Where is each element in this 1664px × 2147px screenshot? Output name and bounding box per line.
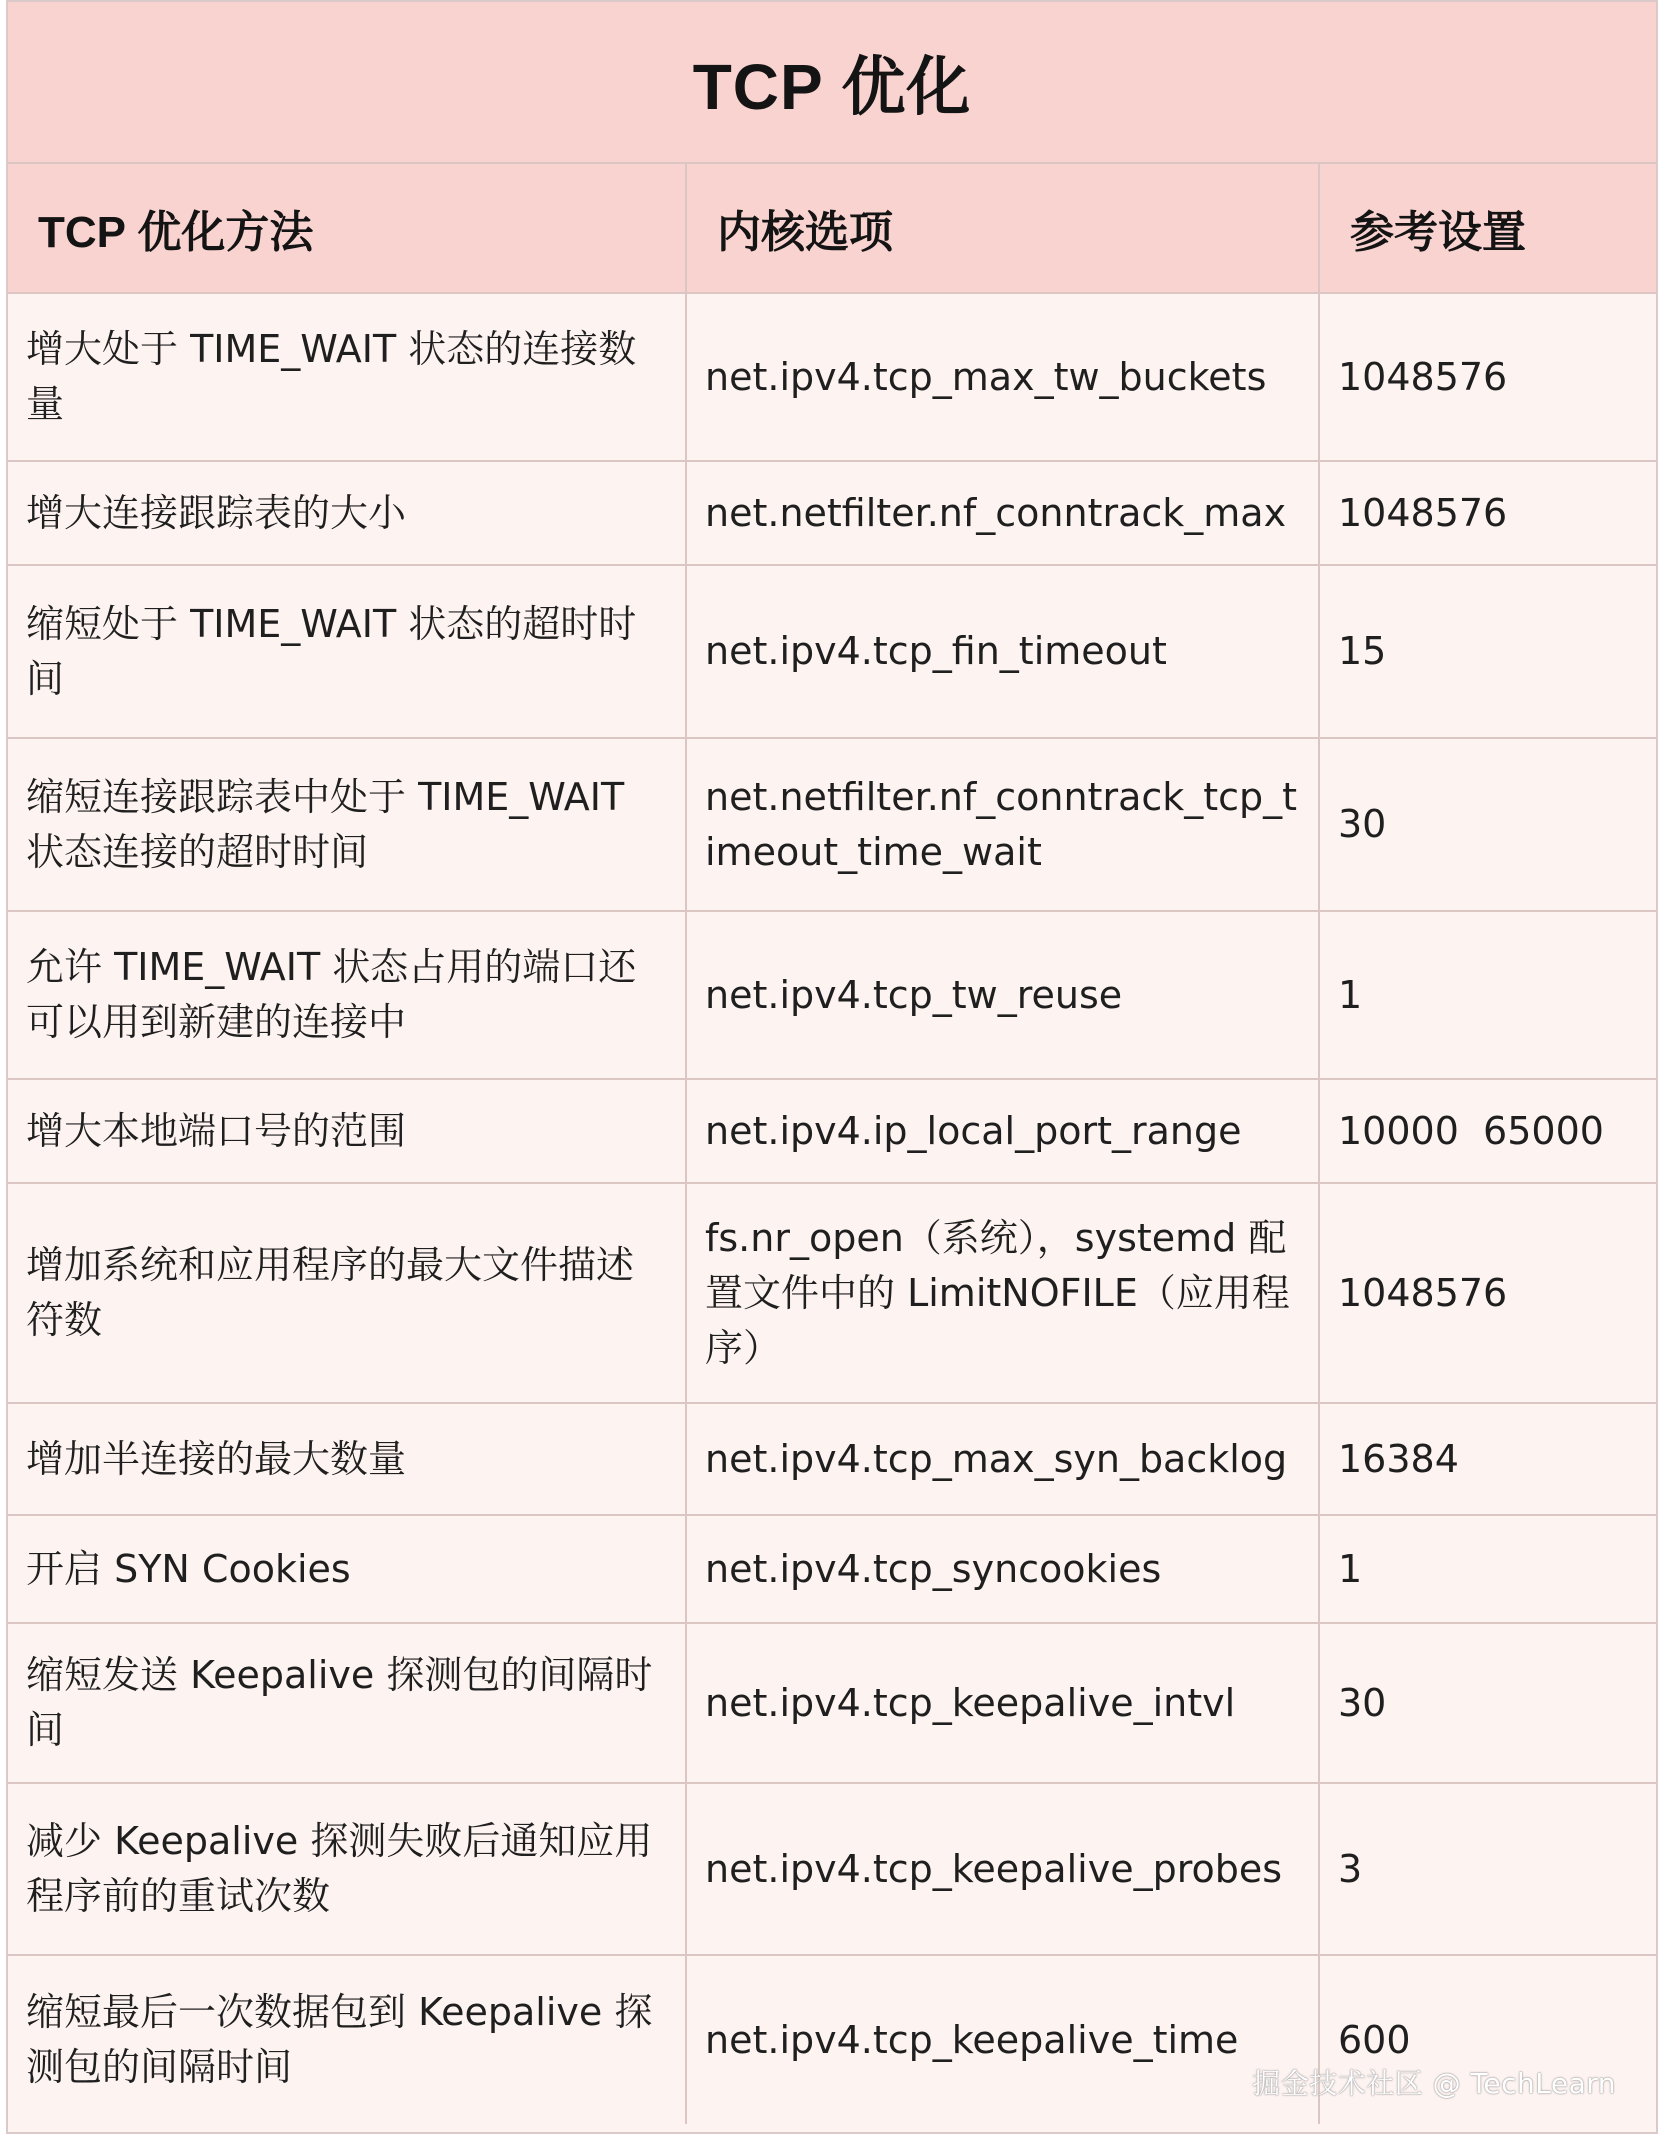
method-cell: 缩短连接跟踪表中处于 TIME_WAIT 状态连接的超时时间 [8, 738, 686, 911]
method-cell: 缩短发送 Keepalive 探测包的间隔时间 [8, 1623, 686, 1783]
method-cell: 增加系统和应用程序的最大文件描述符数 [8, 1183, 686, 1403]
table-row [8, 1403, 1656, 1515]
reference-value-cell: 600 [1338, 2017, 1411, 2062]
column-header-method: TCP 优化方法 [8, 164, 686, 293]
column-header-value: 参考设置 [1319, 164, 1656, 293]
kernel-option-cell: net.netfilter.nf_conntrack_max [686, 461, 1319, 565]
kernel-option-cell: net.ipv4.ip_local_port_range [686, 1079, 1319, 1183]
reference-value-cell: 16384 [1319, 1403, 1656, 1515]
table-row [8, 1079, 1656, 1183]
reference-value-cell: 30 [1319, 738, 1656, 911]
table-row [8, 293, 1656, 461]
table-row [8, 1783, 1656, 1955]
tcp-optimization-table [8, 164, 1656, 2124]
method-cell: 增大处于 TIME_WAIT 状态的连接数量 [8, 293, 686, 461]
reference-value-cell: 1048576 [1319, 461, 1656, 565]
kernel-option-cell: net.ipv4.tcp_tw_reuse [686, 911, 1319, 1079]
reference-value-cell: 10000 65000 [1319, 1079, 1656, 1183]
table-title-bar [8, 2, 1656, 164]
method-cell: 缩短最后一次数据包到 Keepalive 探测包的间隔时间 [8, 1955, 686, 2124]
reference-value-cell: 3 [1319, 1783, 1656, 1955]
method-cell: 允许 TIME_WAIT 状态占用的端口还可以用到新建的连接中 [8, 911, 686, 1079]
table-row [8, 1623, 1656, 1783]
method-cell: 增加半连接的最大数量 [8, 1403, 686, 1515]
reference-value-cell: 30 [1319, 1623, 1656, 1783]
method-cell: 开启 SYN Cookies [8, 1515, 686, 1623]
kernel-option-cell: net.ipv4.tcp_keepalive_probes [686, 1783, 1319, 1955]
kernel-option-cell: net.ipv4.tcp_keepalive_intvl [686, 1623, 1319, 1783]
table-row [8, 1515, 1656, 1623]
method-cell: 增大连接跟踪表的大小 [8, 461, 686, 565]
reference-value-cell: 1048576 [1319, 1183, 1656, 1403]
kernel-option-cell: net.ipv4.tcp_max_syn_backlog [686, 1403, 1319, 1515]
table-row [8, 1183, 1656, 1403]
table-row [8, 911, 1656, 1079]
watermark-text: 掘金技术社区 @ TechLearn [1252, 2067, 1616, 2100]
column-header-option: 内核选项 [686, 164, 1319, 293]
table-header-row [8, 164, 1656, 293]
method-cell: 增大本地端口号的范围 [8, 1079, 686, 1183]
tcp-optimization-table-card [6, 0, 1658, 2134]
table-row [8, 565, 1656, 738]
reference-value-cell: 1048576 [1319, 293, 1656, 461]
kernel-option-cell: net.ipv4.tcp_syncookies [686, 1515, 1319, 1623]
reference-value-cell: 15 [1319, 565, 1656, 738]
kernel-option-cell: net.ipv4.tcp_keepalive_time [686, 1955, 1319, 2124]
reference-value-cell: 1 [1319, 1515, 1656, 1623]
reference-value-cell: 1 [1319, 911, 1656, 1079]
kernel-option-cell: net.netfilter.nf_conntrack_tcp_timeout_time_wait [686, 738, 1319, 911]
table-title: TCP 优化 [692, 51, 972, 123]
method-cell: 缩短处于 TIME_WAIT 状态的超时时间 [8, 565, 686, 738]
table-row [8, 461, 1656, 565]
kernel-option-cell: net.ipv4.tcp_max_tw_buckets [686, 293, 1319, 461]
kernel-option-cell: fs.nr_open（系统），systemd 配置文件中的 LimitNOFILE（应用程序） [686, 1183, 1319, 1403]
kernel-option-cell: net.ipv4.tcp_fin_timeout [686, 565, 1319, 738]
table-row [8, 738, 1656, 911]
method-cell: 减少 Keepalive 探测失败后通知应用程序前的重试次数 [8, 1783, 686, 1955]
